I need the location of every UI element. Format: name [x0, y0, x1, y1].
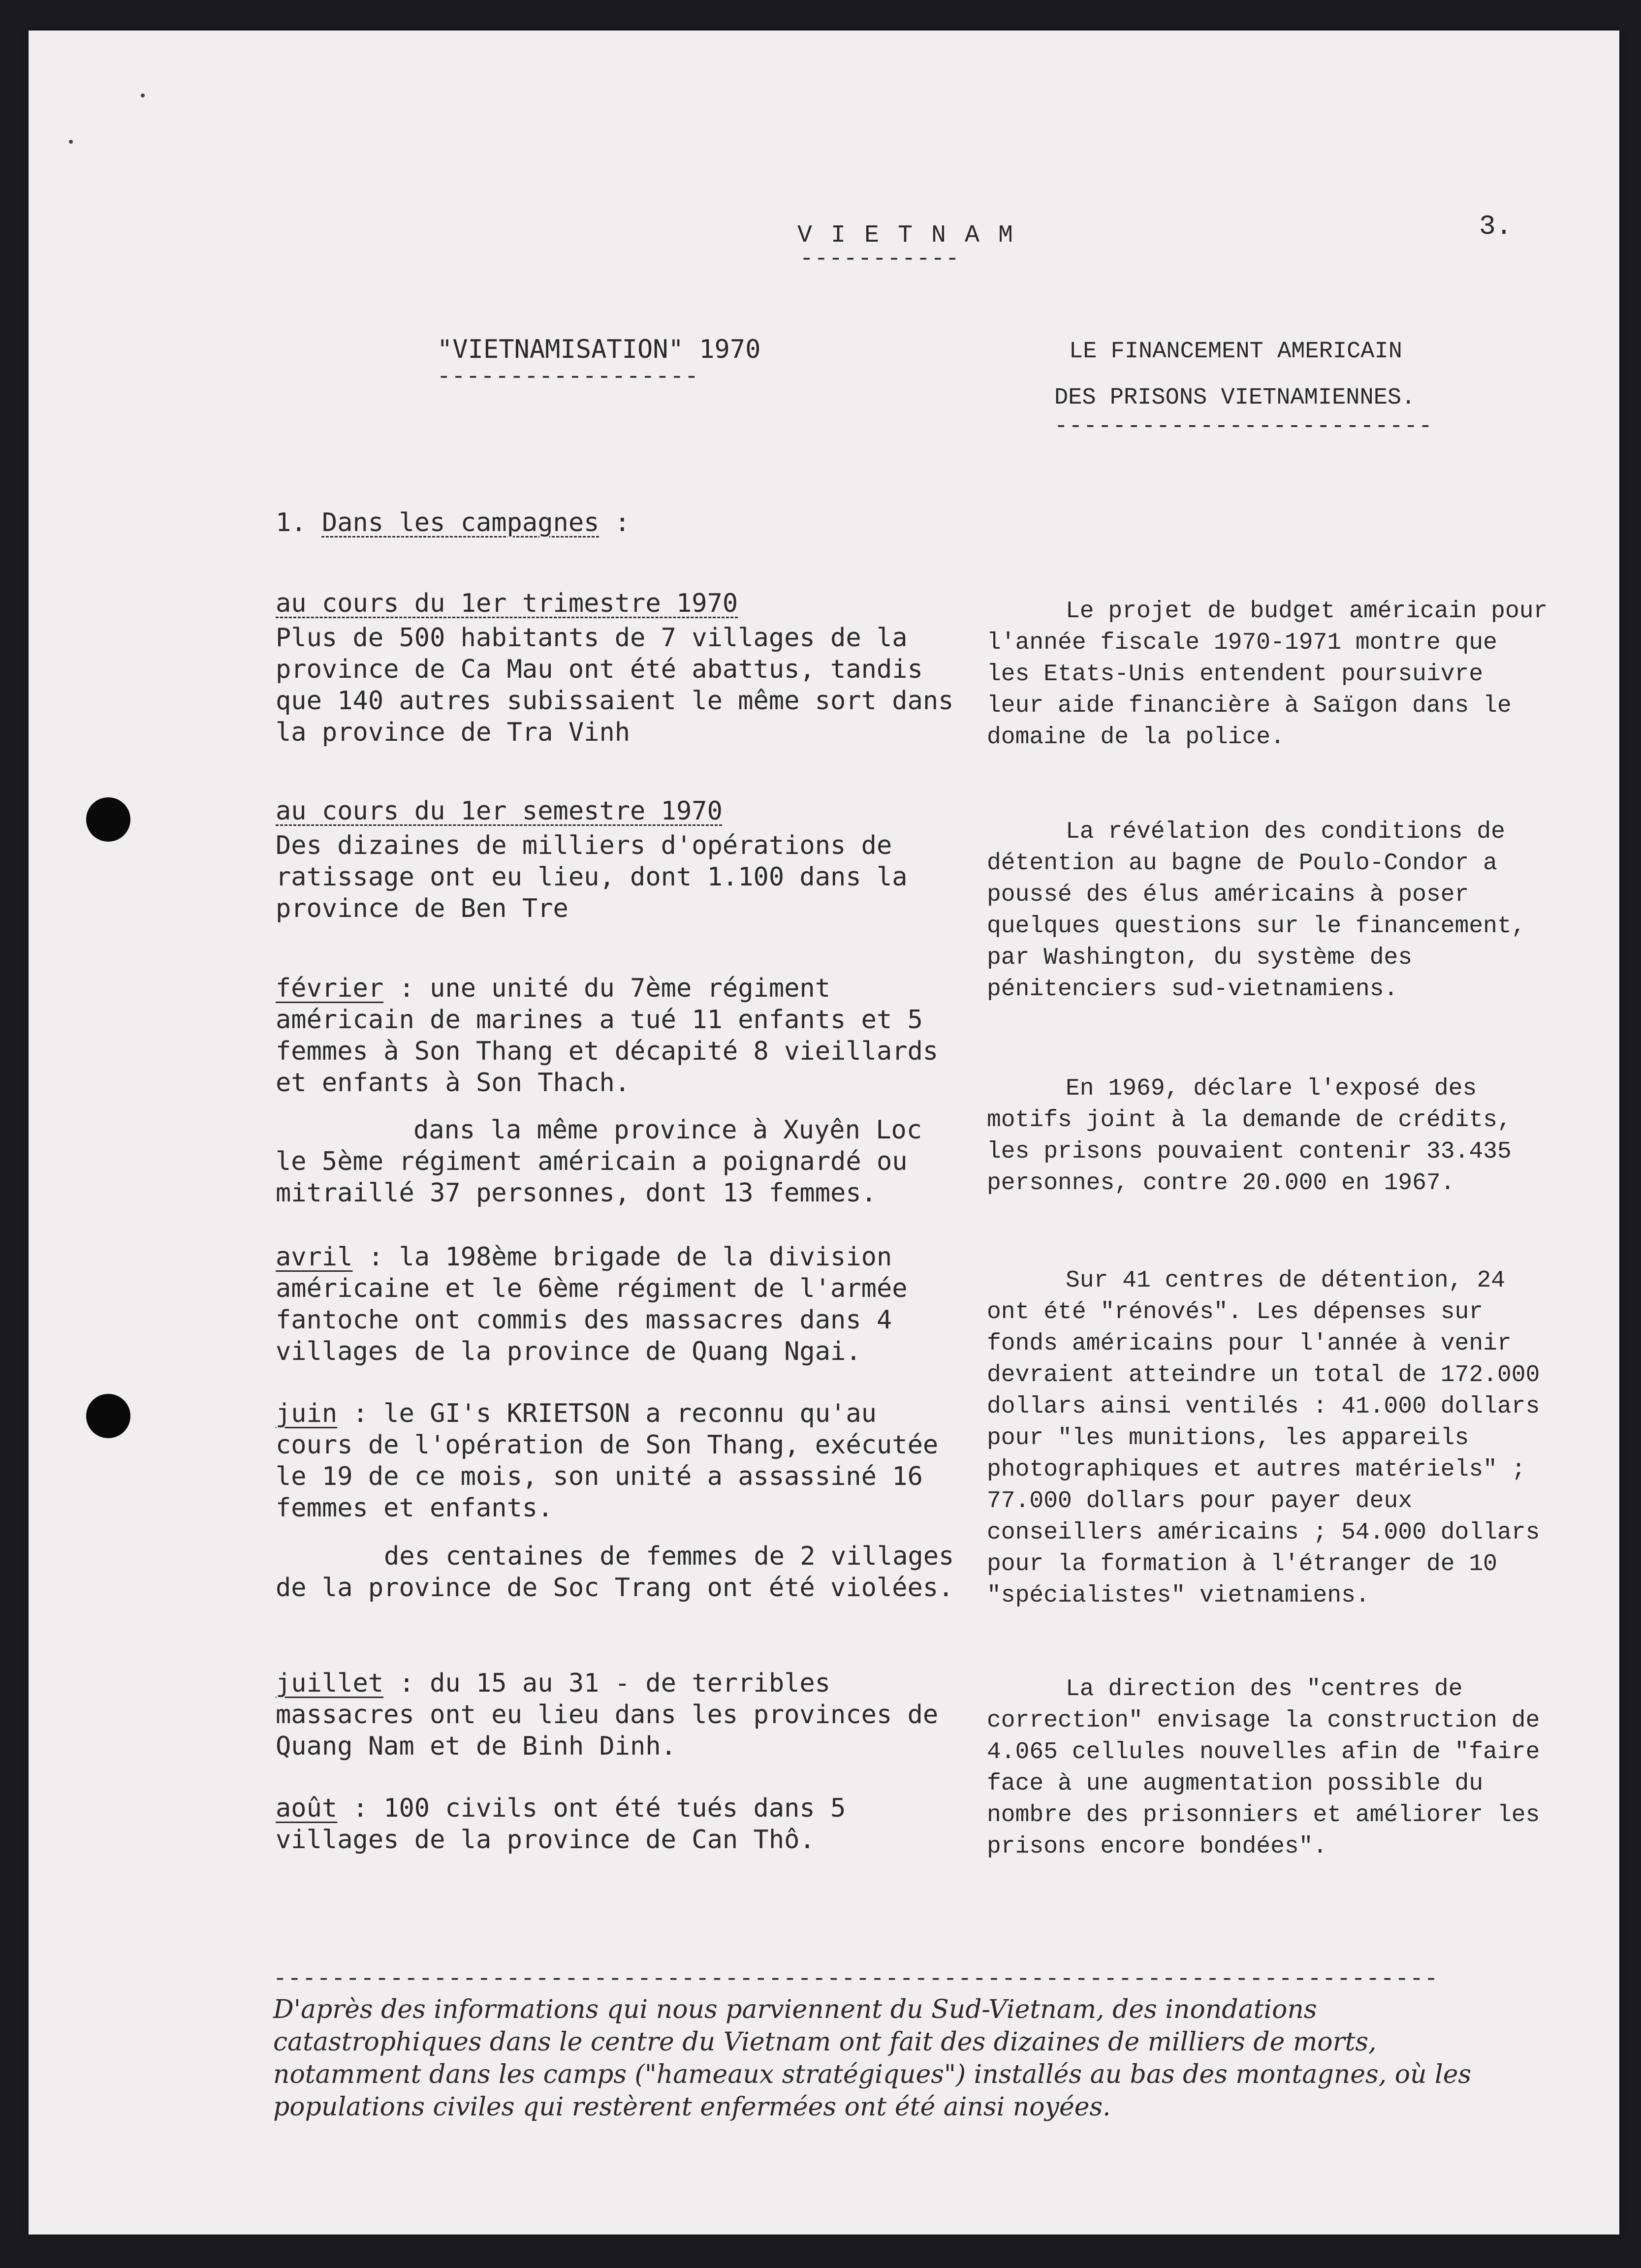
left-column-title-rule: ------------------	[437, 364, 699, 390]
entry-heading: juin	[276, 1399, 338, 1428]
paper-speck	[141, 94, 145, 97]
right-paragraph-budget	[987, 596, 1553, 753]
entry-august	[276, 1793, 955, 1856]
punch-hole-lower	[86, 1394, 130, 1438]
right-paragraph-centres	[987, 1265, 1553, 1611]
entry-text: : la 198ème brigade de la division américaine et le 6ème régiment de l'armée fantoche ont commis des massacres dans 4 villages de la province de Quang Ngai.	[276, 1242, 908, 1366]
section-number: 1.	[276, 508, 307, 537]
entry-july	[276, 1668, 955, 1762]
entry-text: Plus de 500 habitants de 7 villages de la province de Ca Mau ont été abattus, tandis que 140 autres subissaient le même sort dans la province de Tra Vinh	[276, 623, 954, 747]
paragraph-text: La direction des "centres de correction" envisage la construction de 4.065 cellules nouvelles afin de "faire face à une augmentation possible du nombre des prisonniers et améliorer les prisons encore bondées".	[987, 1676, 1540, 1860]
section-colon: :	[599, 508, 631, 537]
entry-february	[276, 973, 955, 1099]
entry-s1-1970	[276, 795, 955, 924]
entry-heading: février	[276, 974, 384, 1003]
entry-q1-1970	[276, 588, 955, 748]
country-heading-rule: -----------	[800, 246, 960, 272]
entry-heading: au cours du 1er trimestre 1970	[276, 589, 738, 618]
page-number: 3.	[1479, 211, 1513, 242]
punch-hole-upper	[86, 797, 130, 842]
entry-february-cont	[276, 1114, 955, 1209]
right-column-title-rule: --------------------------	[1054, 413, 1433, 439]
entry-text: dans la même province à Xuyên Loc le 5ème régiment américain a poignardé ou mitraillé 37 personnes, dont 13 femmes.	[276, 1115, 922, 1208]
right-paragraph-correction	[987, 1673, 1553, 1862]
paragraph-text: Le projet de budget américain pour l'année fiscale 1970-1971 montre que les Etats-Unis entendent poursuivre leur aide financière à Saïgon dans le domaine de la police.	[987, 598, 1548, 751]
paragraph-text: La révélation des conditions de détention au bagne de Poulo-Condor a poussé des élus américains à poser quelques questions sur le financement, par Washington, du système des pénitenciers sud-vietnamiens.	[987, 819, 1526, 1003]
section-title: Dans les campagnes	[321, 508, 600, 537]
entry-text: : le GI's KRIETSON a reconnu qu'au cours de l'opération de Son Thang, exécutée le 19 de ce mois, son unité a assassiné 16 femmes et enfants.	[276, 1399, 939, 1523]
right-column-title-line-2: DES PRISONS VIETNAMIENNES.	[1054, 385, 1416, 411]
entry-text: : 100 civils ont été tués dans 5 villages de la province de Can Thô.	[276, 1794, 846, 1855]
paragraph-text: Sur 41 centres de détention, 24 ont été "rénovés". Les dépenses sur fonds américains pour l'année à venir devraient atteindre un total de 172.000 dollars ainsi ventilés : 41.000 dollars pour "les munitions, les appareils photographiques et autres matériels" ; 77.000 dollars pour payer deux conseillers américains ; 54.000 dollars pour la formation à l'étranger de 10 "spécialistes" vietnamiens.	[987, 1267, 1540, 1609]
paragraph-text: En 1969, déclare l'exposé des motifs joint à la demande de crédits, les prisons pouvaient contenir 33.435 personnes, contre 20.000 en 1967.	[987, 1075, 1512, 1197]
entry-text: des centaines de femmes de 2 villages de la province de Soc Trang ont été violées.	[276, 1542, 954, 1603]
right-paragraph-poulo-condor	[987, 816, 1553, 1005]
entry-june-cont	[276, 1541, 955, 1604]
footer-note: D'après des informations qui nous parviennent du Sud-Vietnam, des inondations catastrophiques dans le centre du Vietnam ont fait des dizaines de milliers de morts, notamment dans les camps ("hameaux stratégiques") installés au bas des montagnes, où les populations civiles qui restèrent enfermées ont été ainsi noyées.	[273, 1995, 1472, 2122]
entry-text: : une unité du 7ème régiment américain de marines a tué 11 enfants et 5 femmes à Son Thang et décapité 8 vieillards et enfants à Son Thach.	[276, 974, 939, 1098]
footer-rule: --------------------------------------------------------------------------------	[273, 1966, 1439, 1992]
right-column-title-line-1: LE FINANCEMENT AMERICAIN	[1069, 339, 1402, 365]
entry-heading: juillet	[276, 1669, 384, 1698]
entry-heading: août	[276, 1794, 338, 1823]
entry-text: : du 15 au 31 - de terribles massacres ont eu lieu dans les provinces de Quang Nam et de Binh Dinh.	[276, 1669, 939, 1761]
country-heading: V I E T N A M	[797, 221, 1015, 250]
entry-text: Des dizaines de milliers d'opérations de ratissage ont eu lieu, dont 1.100 dans la province de Ben Tre	[276, 831, 908, 923]
entry-heading: avril	[276, 1242, 353, 1272]
left-column-title: "VIETNAMISATION" 1970	[437, 335, 761, 364]
entry-june	[276, 1398, 955, 1524]
paper-speck	[69, 140, 73, 144]
entry-heading: au cours du 1er semestre 1970	[276, 796, 723, 826]
entry-april	[276, 1241, 955, 1367]
section-heading	[276, 507, 955, 538]
right-paragraph-1969	[987, 1073, 1553, 1199]
